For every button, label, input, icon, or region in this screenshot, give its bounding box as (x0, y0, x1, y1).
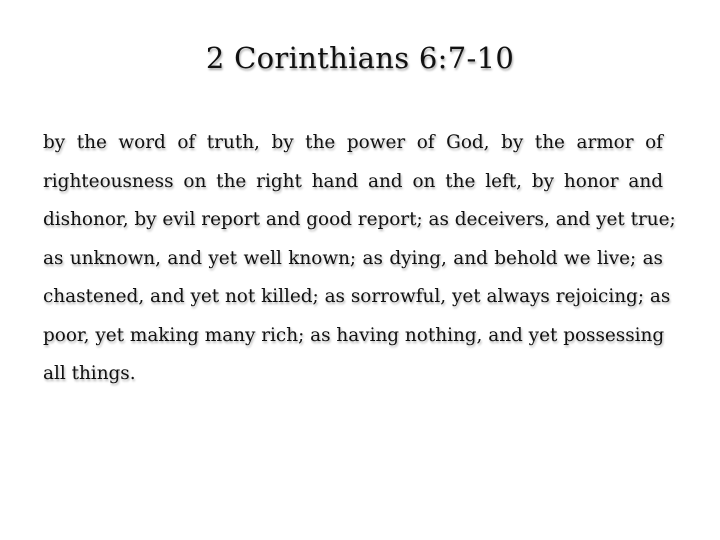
slide-title: 2 Corinthians 6:7-10 (205, 41, 515, 75)
scripture-line: by the word of truth, by the power of God, by the armor of (43, 132, 663, 153)
scripture-line: righteousness on the right hand and on the left, by honor and (43, 170, 663, 192)
scripture-line: dishonor, by evil report and good report; as deceivers, and yet true; (43, 209, 676, 230)
scripture-line: poor, yet making many rich; as having nothing, and yet possessing (43, 324, 665, 346)
scripture-line: chastened, and yet not killed; as sorrowful, yet always rejoicing; as (43, 286, 671, 307)
scripture-line: as unknown, and yet well known; as dying, and behold we live; as (43, 247, 663, 269)
scripture-line: all things. (43, 363, 136, 384)
scripture-text (43, 124, 676, 394)
